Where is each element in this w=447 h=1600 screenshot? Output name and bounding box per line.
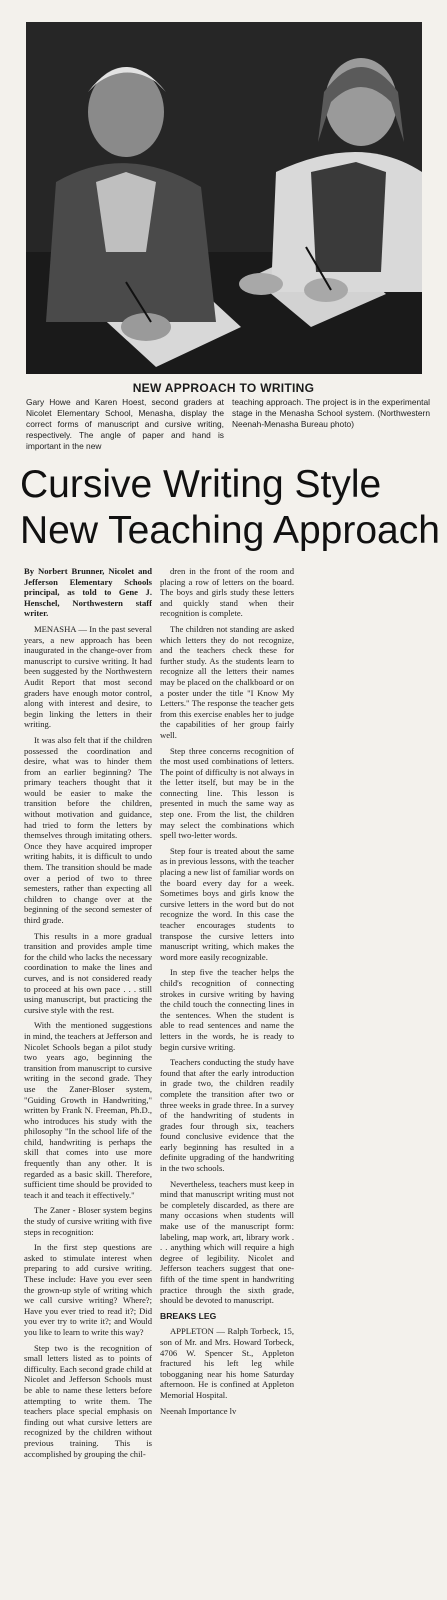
brief-signature: Neenah Importance lv xyxy=(160,1405,237,1416)
paragraph: With the mentioned suggestions in mind, the teachers at Jefferson and Nicolet Schools began a pilot study two years ago, beginning the transition from manuscript to cursive writing in the second grade. They use the Zaner-Bloser system, "Guiding Growth in Handwriting," written by Frank N. Freeman, Ph.D., who introduces his study with the philosophy "In the school life of the child, handwriting is perhaps the skill that comes into use more frequently than any other. It is regarded as a basic skill. Therefore, sufficient time should be provided to teach it and teach it effectively." xyxy=(24,1020,152,1200)
photo-caption xyxy=(26,397,430,452)
article-column-2 xyxy=(160,566,294,1592)
article-column-1 xyxy=(24,566,152,1592)
paragraph: Step four is treated about the same as in previous lessons, with the teacher placing a new list of familiar words on the board every day for a week. Sometimes boys and girls know the cursive letters in the word but do not recognize the word. In this case the teacher encourages students to transpose the cursive letters into manuscript writing, which makes the word more easily recognizable. xyxy=(160,845,294,962)
paragraph: It was also felt that if the children possessed the coordination and desire, what was to hinder them from an earlier beginning? The primary teachers thought that it would be easier to make the transition before the children, without motivation and guidance, had tried to form the letters by themselves through imitating others. Once they have acquired improper writing habits, it is difficult to undo them. The transition should be made over a period of two to three semesters, rather than expecting all children to change over at the beginning of the second semester of third grade. xyxy=(24,734,152,925)
photo-illustration xyxy=(26,22,422,374)
headline-line-2: New Teaching Approach xyxy=(20,509,440,552)
paragraph: In step five the teacher helps the child's recognition of connecting strokes in cursive writing by having the child touch the connecting lines in the sentences. When the student is able to read sentences and name the letters in the words, he is ready to begin cursive writing. xyxy=(160,967,294,1052)
news-photo xyxy=(26,22,422,374)
paragraph: The Zaner - Bloser system begins the study of cursive writing with five steps in recognition: xyxy=(24,1205,152,1237)
byline: By Norbert Brunner, Nicolet and Jefferson Elementary Schools principal, as told to Gene J. Henschel, Northwestern staff writer. xyxy=(24,566,152,619)
caption-left: Gary Howe and Karen Hoest, second graders at Nicolet Elementary School, Menasha, display the correct forms of manuscript and cursive writing, respectively. The angle of paper and hand is important in the new xyxy=(26,397,224,451)
paragraph: dren in the front of the room and placing a row of letters on the board. The boys and girls study these letters and quickly stand when their recognition is complete. xyxy=(160,566,294,619)
paragraph: Teachers conducting the study have found that after the early introduction in grade two, the children readily complete the transition after two or three weeks in grade three. In a survey of the handwriting of students in grades four through six, teachers found conclusive evidence that the early beginning has resulted in a definite upgrading of the handwriting in the two schools. xyxy=(160,1057,294,1174)
caption-right: teaching approach. The project is in the experimental stage in the Menasha School system. (Northwestern Neenah-Menasha Bureau photo) xyxy=(232,397,430,429)
headline xyxy=(20,462,440,554)
paragraph: The children not standing are asked which letters they do not recognize, and the teachers check these for further study. As the students learn to recognize all the letters their names may be placed on the chalkboard or on a poster under the title "I Know My Letters." The response the teacher gets from this exercise enables her to judge the capabilities of her group fairly well. xyxy=(160,623,294,740)
paragraph: MENASHA — In the past several years, a new approach has been inaugurated in the change-over from manuscript to cursive writing. It had been suggested by the Northwestern Audit Report that most second graders have enough motor control, along with interest and desire, to begin linking the letters in their writing. xyxy=(24,623,152,730)
brief-body: APPLETON — Ralph Torbeck, 15, son of Mr. and Mrs. Howard Torbeck, 4706 W. Spencer St., Appleton fractured his left leg while tobogganing near his home Saturday afternoon. He is confined at Appleton Memorial Hospital. xyxy=(160,1326,294,1400)
photo-caption-title: NEW APPROACH TO WRITING xyxy=(132,381,315,395)
paragraph: This results in a more gradual transition and provides ample time for the child who lacks the necessary coordination to make the lines and curves, and is not considered ready to proceed at his own pace . . . still using manuscript, but practicing the cursive style with the rest. xyxy=(24,930,152,1015)
paragraph: Step three concerns recognition of the most used combinations of letters. The point of difficulty is not always in the letter itself, but may be in the connecting line. This lesson is presented in much the same way as step one. From the list, the children may select the combinations which spell two-letter words. xyxy=(160,745,294,841)
brief-title: BREAKS LEG xyxy=(160,1310,217,1321)
paragraph: Step two is the recognition of small letters listed as to points of difficulty. Each second grade child at Nicolet and Jefferson Schools must be able to name these letters before attempting to write them. The teachers place special emphasis on finding out what cursive letters are recognized by the children without previous training. This is accomplished by grouping the chil- xyxy=(24,1342,152,1459)
paragraph: In the first step questions are asked to stimulate interest when preparing to add cursive writing. These include: Have you ever seen the grown-up style of writing which we call cursive writing? Where?; Have you ever tried to read it?; Did you ever try to write it?; and Would you like to learn to write this way? xyxy=(24,1242,152,1337)
paragraph: Nevertheless, teachers must keep in mind that manuscript writing must not be completely discarded, as there are many occasions when students will make use of the manuscript form: labeling, map work, art, library work . . . anything which will require a high degree of legibility. Nicolet and Jefferson teachers suggest that one-fifth of the time spent in handwriting practice through the sixth grade, should be devoted to manuscript. xyxy=(160,1178,294,1306)
headline-line-1: Cursive Writing Style xyxy=(20,463,382,506)
